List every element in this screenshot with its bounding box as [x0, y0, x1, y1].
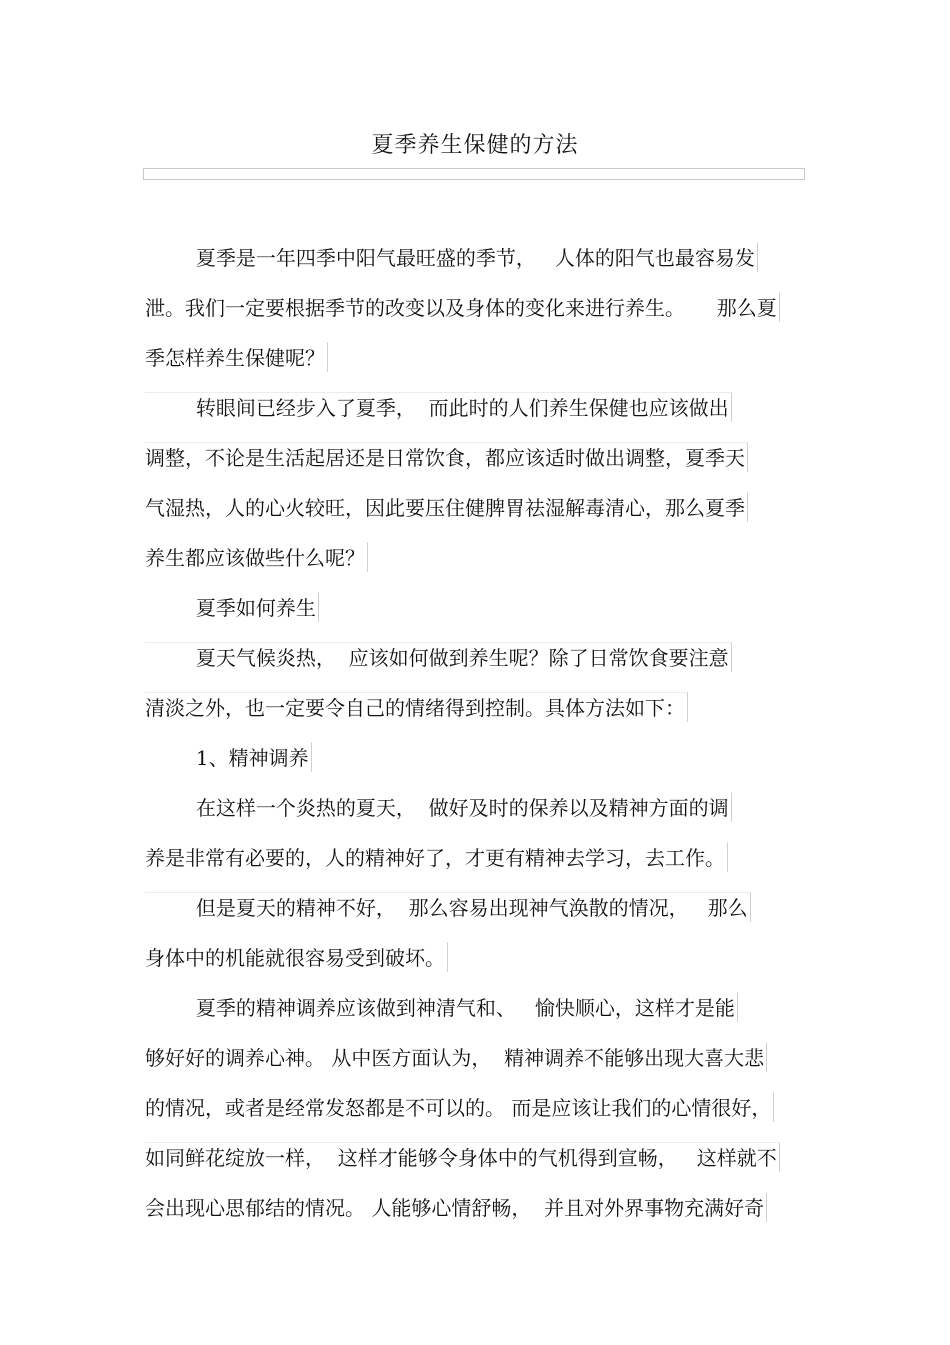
text-line: 但是夏天的精神不好， 那么容易出现神气涣散的情况， 那么: [145, 892, 751, 922]
page-title: 夏季养生保健的方法: [371, 133, 579, 158]
text-line: 会出现心思郁结的情况。 人能够心情舒畅， 并且对外界事物充满好奇: [145, 1192, 767, 1222]
text-line: 养是非常有必要的，人的精神好了，才更有精神去学习，去工作。: [145, 842, 728, 872]
text-line: 的情况，或者是经常发怒都是不可以的。 而是应该让我们的心情很好，: [145, 1092, 774, 1122]
text-line: 夏季的精神调养应该做到神清气和、 愉快顺心，这样才是能: [145, 992, 738, 1022]
text-line: 1、精神调养: [145, 742, 312, 772]
text-line: 泄。我们一定要根据季节的改变以及身体的变化来进行养生。 那么夏: [145, 292, 780, 322]
text-line: 夏季是一年四季中阳气最旺盛的季节， 人体的阳气也最容易发: [145, 242, 758, 272]
text-line: 如同鲜花绽放一样， 这样才能够令身体中的气机得到宣畅， 这样就不: [145, 1142, 780, 1172]
title-divider: [143, 168, 805, 180]
text-line: 夏季如何养生: [145, 592, 319, 622]
text-line: 够好好的调养心神。 从中医方面认为， 精神调养不能够出现大喜大悲: [145, 1042, 767, 1072]
text-line: 养生都应该做些什么呢？: [145, 542, 368, 572]
text-line: 清淡之外，也一定要令自己的情绪得到控制。具体方法如下：: [145, 692, 688, 722]
text-line: 夏天气候炎热， 应该如何做到养生呢？除了日常饮食要注意: [145, 642, 732, 672]
text-line: 气湿热，人的心火较旺，因此要压住健脾胃祛湿解毒清心，那么夏季: [145, 492, 748, 522]
text-line: 调整，不论是生活起居还是日常饮食，都应该适时做出调整，夏季天: [145, 442, 748, 472]
text-line: 身体中的机能就很容易受到破坏。: [145, 942, 448, 972]
text-line: 季怎样养生保健呢？: [145, 342, 328, 372]
text-line: 转眼间已经步入了夏季， 而此时的人们养生保健也应该做出: [145, 392, 732, 422]
text-line: 在这样一个炎热的夏天， 做好及时的保养以及精神方面的调: [145, 792, 732, 822]
